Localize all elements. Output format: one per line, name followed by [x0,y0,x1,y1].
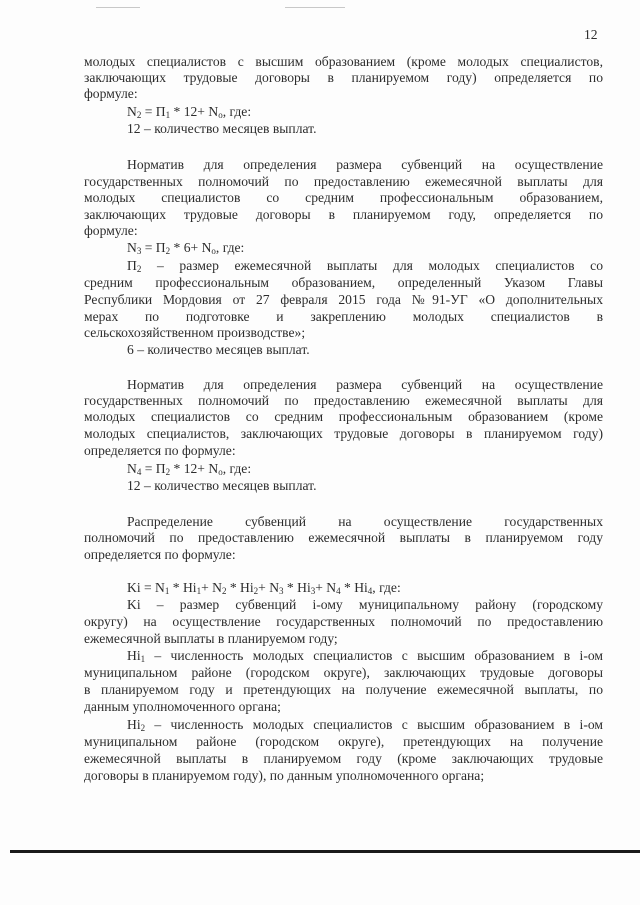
text-line: формуле: [84,223,138,238]
text-line: 6 – количество месяцев выплат. [127,342,310,357]
text-line: $N_4 = П_2 * 12+ N_o$, где: [127,461,252,477]
text-line: Норматив для определения размера субвенций на осуществление [127,157,603,172]
text-line: $Ki = N_1 * Hi_1+ N_2 * Hi_2+ N_3 * Hi_3+ N_4 * Hi_4$, где: [127,580,401,596]
text-line: формуле: [84,86,138,101]
text-line: заключающих трудовые договоры в планируемом году, определяется по [84,207,603,222]
text-line: определяется по формуле: [84,443,236,458]
text-line: муниципальном районе (городском округе), заключающих трудовые договоры [84,665,603,680]
text-line: $Hi_2$ – численность молодых специалистов с высшим образованием в i-ом [127,717,603,733]
text-line: Республики Мордовия от 27 февраля 2015 года №91-УГ «О дополнительных [84,292,603,307]
text-line: Норматив для определения размера субвенций на осуществление [127,377,603,392]
text-line: Распределение субвенций на осуществление государственных [127,514,603,529]
text-line: сельскохозяйственном производстве»; [84,325,306,340]
bottom-rule [10,850,640,853]
text-line: $N_2 = П_1 * 12+ N_o$, где: [127,104,252,120]
text-line: заключающих трудовые договоры в планируемом году) определяется по [84,70,603,85]
text-line: молодых специалистов, заключающих трудовые договоры в планируемом году) [84,426,603,441]
text-line: ежемесячной выплаты в планируемом году (кроме заключающих трудовые [84,751,603,766]
text-line: 12 – количество месяцев выплат. [127,478,317,493]
text-line: молодых специалистов со средним профессиональным образованием (кроме [84,409,603,424]
text-line: муниципальном районе (городском округе), претендующих на получение [84,734,603,749]
scan-artifact [96,7,140,8]
text-line: $N_3 = П_2 * 6+ N_o$, где: [127,240,245,256]
text-line: $П_2$ – размер ежемесячной выплаты для молодых специалистов со [127,258,603,274]
text-line: данным уполномоченного органа; [84,699,281,714]
text-line: 12 – количество месяцев выплат. [127,121,317,136]
text-line: Ki – размер субвенций i-ому муниципальному району (городскому [127,597,603,612]
text-line: в планируемом году и претендующих на получение ежемесячной выплаты, по [84,682,603,697]
text-line: округу) на осуществление государственных полномочий по предоставлению [84,614,603,629]
text-line: $Hi_1$ – численность молодых специалистов с высшим образованием в i-ом [127,648,603,664]
page-number: 12 [584,27,598,42]
text-line: полномочий по предоставлению ежемесячной выплаты в планируемом году [84,530,603,545]
text-line: определяется по формуле: [84,547,236,562]
text-line: молодых специалистов со средним профессиональным образованием, [84,190,603,205]
text-line: государственных полномочий по предоставлению ежемесячной выплаты для [84,393,603,408]
text-line: ежемесячной выплаты в планируемом году; [84,631,338,646]
scan-artifact [285,7,345,8]
text-line: молодых специалистов с высшим образованием (кроме молодых специалистов, [84,54,603,69]
text-line: договоры в планируемом году), по данным уполномоченного органа; [84,768,485,783]
text-line: государственных полномочий по предоставлению ежемесячной выплаты для [84,174,603,189]
text-line: средним профессиональным образованием, определенный Указом Главы [84,275,603,290]
text-line: мерах по подготовке и закреплению молодых специалистов в [84,309,603,324]
